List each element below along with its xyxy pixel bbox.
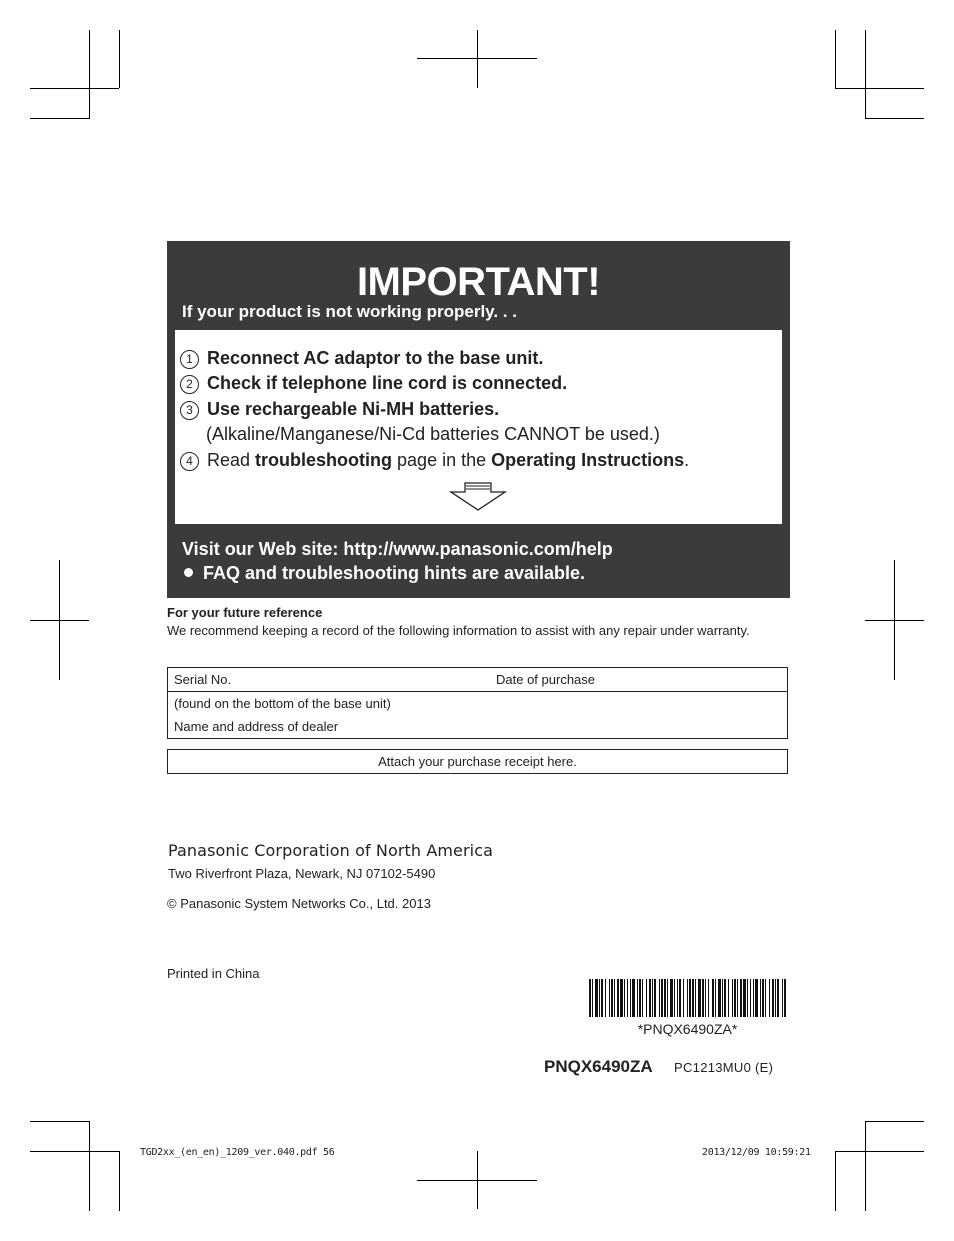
step-2 bbox=[180, 372, 567, 394]
important-panel-body bbox=[175, 249, 782, 590]
printed-in: Printed in China bbox=[167, 966, 260, 981]
table-row bbox=[168, 715, 788, 739]
step-text: Use rechargeable Ni-MH batteries. bbox=[207, 399, 500, 419]
step-text: Reconnect AC adaptor to the base unit. bbox=[207, 348, 544, 368]
step-1 bbox=[180, 347, 543, 369]
crop-mark bbox=[417, 58, 537, 59]
crop-mark bbox=[30, 620, 89, 621]
crop-mark bbox=[835, 1151, 924, 1152]
dealer-label: Name and address of dealer bbox=[174, 719, 339, 734]
step-text: . bbox=[684, 450, 690, 470]
important-footer bbox=[175, 524, 782, 590]
date-label: Date of purchase bbox=[490, 668, 788, 692]
corp-name: Panasonic Corporation of North America bbox=[168, 841, 494, 860]
step-number: 4 bbox=[180, 452, 199, 471]
crop-mark bbox=[865, 1121, 866, 1211]
copyright: © Panasonic System Networks Co., Ltd. 2013 bbox=[167, 896, 431, 911]
step-4 bbox=[180, 449, 689, 471]
step-text-bold: Operating Instructions bbox=[491, 450, 685, 470]
crop-mark bbox=[865, 620, 924, 621]
crop-mark bbox=[119, 30, 120, 88]
step-number: 1 bbox=[180, 350, 199, 369]
bullet-icon bbox=[184, 568, 193, 577]
crop-mark bbox=[477, 30, 478, 88]
step-text: page in the bbox=[392, 450, 492, 470]
crop-mark bbox=[89, 30, 90, 118]
step-text: Check if telephone line cord is connected. bbox=[207, 373, 568, 393]
crop-mark bbox=[865, 118, 924, 119]
step-text-bold: troubleshooting bbox=[255, 450, 393, 470]
down-arrow-icon bbox=[449, 482, 507, 512]
important-header bbox=[175, 249, 782, 330]
important-panel bbox=[167, 241, 790, 598]
barcode-image bbox=[589, 979, 786, 1017]
crop-mark bbox=[30, 88, 119, 89]
receipt-box: Attach your purchase receipt here. bbox=[167, 749, 788, 774]
crop-mark bbox=[30, 118, 90, 119]
timestamp: 2013/12/09 10:59:21 bbox=[702, 1147, 811, 1158]
found-label: (found on the bottom of the base unit) bbox=[174, 696, 391, 711]
faq-text: FAQ and troubleshooting hints are available. bbox=[203, 563, 586, 583]
crop-mark bbox=[30, 1121, 90, 1122]
website-link[interactable]: Visit our Web site: http://www.panasonic.com/help bbox=[182, 539, 613, 559]
step-number: 3 bbox=[180, 401, 199, 420]
model-number: PNQX6490ZA bbox=[544, 1057, 653, 1076]
barcode-text: *PNQX6490ZA* bbox=[637, 1021, 738, 1037]
step-text: Read bbox=[207, 450, 256, 470]
crop-mark bbox=[835, 88, 924, 89]
crop-mark bbox=[30, 1151, 119, 1152]
crop-mark bbox=[119, 1151, 120, 1211]
record-table bbox=[167, 667, 788, 739]
print-code: PC1213MU0 (E) bbox=[674, 1060, 774, 1075]
serial-label: Serial No. bbox=[168, 668, 491, 692]
faq-line bbox=[184, 562, 585, 584]
crop-mark bbox=[835, 1151, 836, 1211]
crop-mark bbox=[865, 30, 866, 118]
important-title: IMPORTANT! bbox=[356, 260, 601, 304]
important-subtitle: If your product is not working properly. . . bbox=[182, 302, 517, 321]
crop-mark bbox=[865, 1121, 924, 1122]
crop-mark bbox=[417, 1180, 537, 1181]
crop-mark bbox=[835, 30, 836, 88]
crop-mark bbox=[89, 1121, 90, 1211]
battery-note: (Alkaline/Manganese/Ni-Cd batteries CANNOT be used.) bbox=[206, 424, 660, 444]
step-3 bbox=[180, 398, 499, 420]
reference-title: For your future reference bbox=[167, 605, 323, 620]
step-number: 2 bbox=[180, 375, 199, 394]
corp-address: Two Riverfront Plaza, Newark, NJ 07102-5490 bbox=[168, 866, 436, 881]
reference-text: We recommend keeping a record of the following information to assist with any repair under warranty. bbox=[167, 623, 750, 638]
file-name: TGD2xx_(en_en)_1209_ver.040.pdf 56 bbox=[140, 1147, 335, 1158]
table-row bbox=[168, 668, 788, 692]
table-row bbox=[168, 692, 788, 716]
